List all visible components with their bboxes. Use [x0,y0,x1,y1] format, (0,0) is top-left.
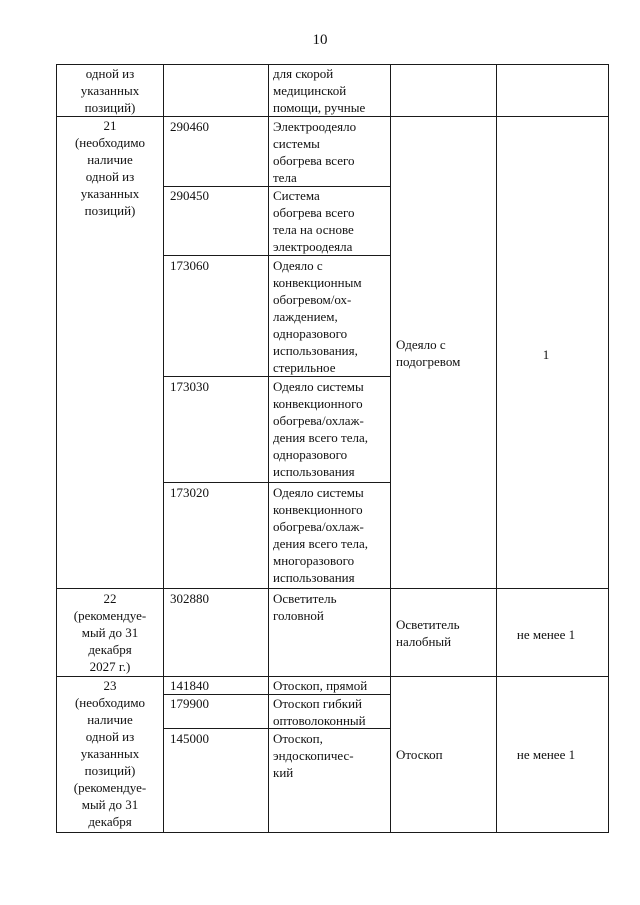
code-cell: 173020 [170,485,209,500]
table-border-bottom [56,832,609,833]
code-cell: 290460 [170,119,209,134]
name-cell: Отоскоп, прямой [273,678,368,693]
position-cell: 22 (рекомендуе- мый до 31 декабря 2027 г.) [73,591,147,674]
code-cell: 302880 [170,591,209,606]
quantity-cell: 1 [542,347,550,362]
name-cell: Одеяло с конвекционным обогревом/ох- лаждением, одноразового использования, стерильное [273,258,362,375]
name-cell: Отоскоп гибкий оптоволоконный [273,696,366,728]
column-border [56,64,57,833]
column-border [268,64,269,833]
sub-row-divider [163,255,390,256]
code-cell: 173030 [170,379,209,394]
item-cell: Осветитель налобный [396,617,460,649]
position-cell: одной из указанных позиций) [80,66,140,115]
row-divider [56,588,609,589]
name-cell: Осветитель головной [273,591,337,623]
name-cell: Одеяло системы конвекционного обогрева/охлаж- дения всего тела, многоразового использования [273,485,369,585]
item-cell: Одеяло с подогревом [396,337,461,369]
page-number: 10 [312,32,328,48]
sub-row-divider [163,376,390,377]
name-cell: Одеяло системы конвекционного обогрева/охлаж- дения всего тела, одноразового использования [273,379,369,479]
quantity-cell: не менее 1 [516,627,576,642]
code-cell: 179900 [170,696,209,711]
position-cell: 21 (необходимо наличие одной из указанных позиций) [74,118,146,218]
name-cell: для скорой медицинской помощи, ручные [273,66,366,115]
code-cell: 173060 [170,258,209,273]
sub-row-divider [163,482,390,483]
column-border [163,64,164,833]
position-cell: 23 (необходимо наличие одной из указанных позиций) (рекомендуе- мый до 31 декабря [73,678,147,829]
column-border [608,64,609,833]
item-cell: Отоскоп [396,747,443,762]
code-cell: 145000 [170,731,209,746]
column-border [496,64,497,833]
quantity-cell: не менее 1 [516,747,576,762]
code-cell: 290450 [170,188,209,203]
name-cell: Электроодеяло системы обогрева всего тела [273,119,357,185]
name-cell: Система обогрева всего тела на основе электроодеяла [273,188,355,254]
code-cell: 141840 [170,678,209,693]
name-cell: Отоскоп, эндоскопичес- кий [273,731,354,780]
